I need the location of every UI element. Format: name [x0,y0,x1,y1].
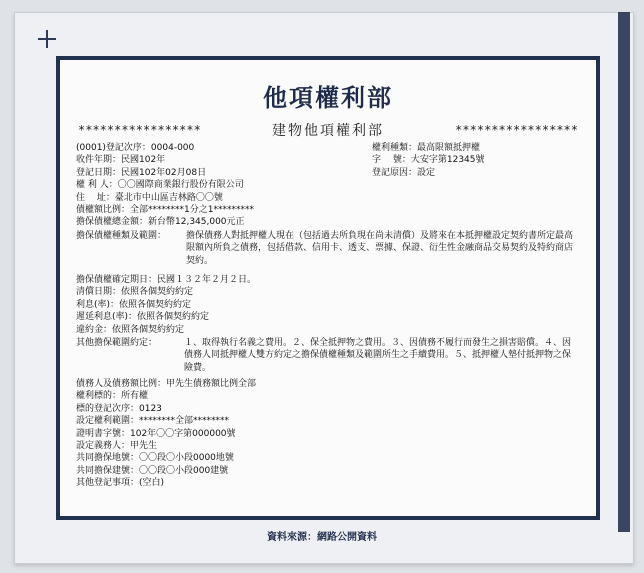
field-line: 設定權利範圍：********全部******** [76,416,230,427]
field-line: 登記原因：設定 [372,167,436,178]
guarantee-scope-text: 擔保債務人對抵押權人現在（包括過去所負現在尚未清償）及將來在本抵押權設定契約書所定最高限額內所負之債務，包括借款、信用卡、透支、票據、保證、衍生性金融商品交易契約及特約商店契約。 [186,231,574,266]
field-line: 利息(率)：依照各個契約約定 [76,299,192,310]
field-line: 權利種類：最高限額抵押權 [372,143,481,153]
field-line: 債務人及債務額比例：甲先生債務額比例全部 [76,379,257,389]
field-line: 擔保債權總金額：新台幣12,345,000元正 [76,217,245,228]
decorative-bar [618,12,630,532]
field-line: 登記日期：民國102年02月08日 [76,167,207,178]
field-line: 權利標的：所有權 [76,391,149,402]
field-line: 住 址：臺北市中山區吉林路〇〇號 [76,192,223,203]
field-line: (0001)登記次序：0004-000 [76,143,195,153]
left-fields [76,142,254,229]
plus-icon [38,30,56,48]
document-title: 他項權利部 [263,84,393,112]
field-line: 證明書字號：102年〇〇字第000000號 [76,428,236,439]
header-stars-right: ***************** [455,123,578,137]
document-card [56,56,600,520]
guarantee-scope-label: 擔保債權種類及範圍： [76,231,167,241]
bottom-fields [76,378,256,490]
other-scope [76,337,586,374]
field-line: 其他登記事項：(空白) [76,478,165,489]
right-fields [372,142,485,179]
field-line: 權 利 人：〇〇國際商業銀行股份有限公司 [76,180,244,191]
field-line: 標的登記次序：0123 [76,403,162,414]
field-line: 擔保債權確定期日：民國１３２年２月２日。 [76,275,257,285]
other-scope-label: 其他擔保範圍約定： [76,338,158,348]
field-line: 違約金：依照各個契約約定 [76,324,185,335]
header-stars-left: ***************** [78,123,201,137]
section-header [78,122,578,138]
field-line: 設定義務人：甲先生 [76,441,158,452]
mid-fields [76,274,256,336]
section-title: 建物他項權利部 [272,123,384,139]
guarantee-scope [76,230,586,267]
field-line: 字 號：大安字第12345號 [372,155,485,166]
source-note: 資料來源：網路公開資料 [267,532,377,543]
field-line: 共同擔保地號：〇〇段〇小段0000地號 [76,453,234,464]
field-line: 遲延利息(率)：依照各個契約約定 [76,312,210,323]
field-line: 收件年期：民國102年 [76,155,166,166]
field-line: 共同擔保建號：〇〇段〇小段000建號 [76,465,229,476]
field-line: 債權額比例：全部********1分之1********* [76,205,254,216]
field-line: 清償日期：依照各個契約約定 [76,287,194,298]
other-scope-text: １、取得執行名義之費用。２、保全抵押物之費用。３、因債務不履行而發生之損害賠償。４、因債務人同抵押權人雙方約定之擔保債權種類及範圍所生之手續費用。５、抵押權人墊付抵押物之保險費。 [184,338,572,373]
